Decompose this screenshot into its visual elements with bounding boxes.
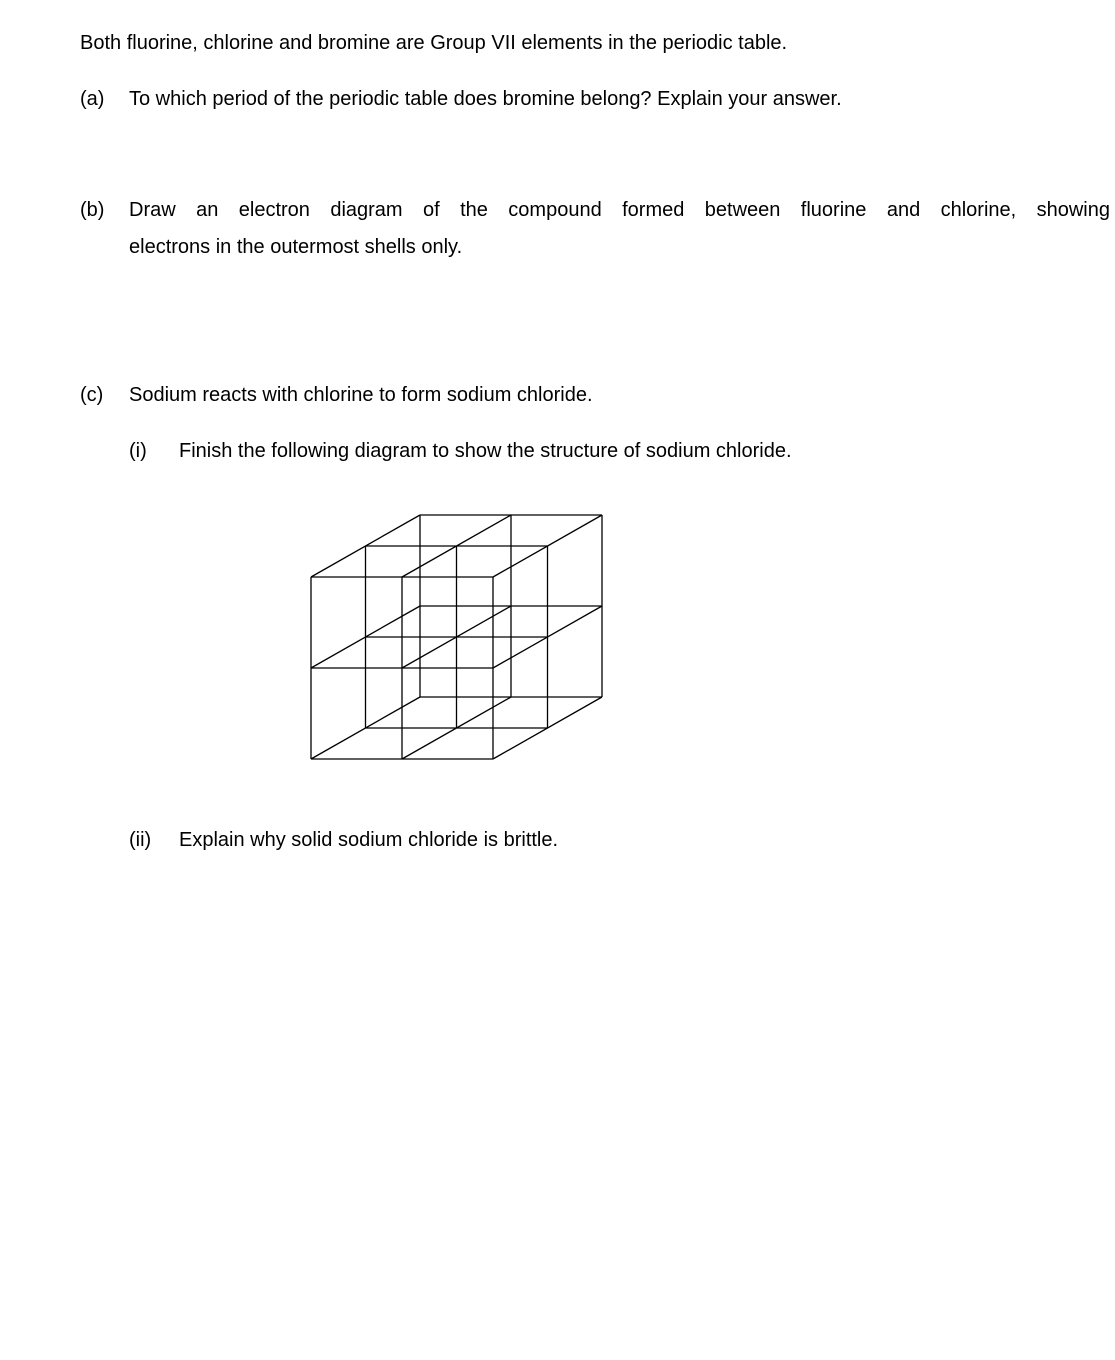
- intro-text: Both fluorine, chlorine and bromine are Group VII elements in the periodic table.: [80, 32, 788, 54]
- part-a-label: (a): [80, 88, 105, 110]
- part-c-ii-label: (ii): [129, 829, 152, 851]
- part-b-label: (b): [80, 199, 105, 221]
- part-b-question-line1: Draw an electron diagram of the compound formed between fluorine and chlorine, showing: [129, 199, 1110, 221]
- part-c-ii-question: Explain why solid sodium chloride is brittle.: [179, 829, 559, 851]
- part-b-question-line2: electrons in the outermost shells only.: [129, 236, 463, 258]
- part-c-label: (c): [80, 384, 104, 406]
- part-c-i-label: (i): [129, 440, 147, 462]
- part-c-i-question: Finish the following diagram to show the structure of sodium chloride.: [179, 440, 792, 462]
- part-c-statement: Sodium reacts with chlorine to form sodium chloride.: [129, 384, 593, 406]
- part-a-question: To which period of the periodic table does bromine belong? Explain your answer.: [129, 88, 842, 110]
